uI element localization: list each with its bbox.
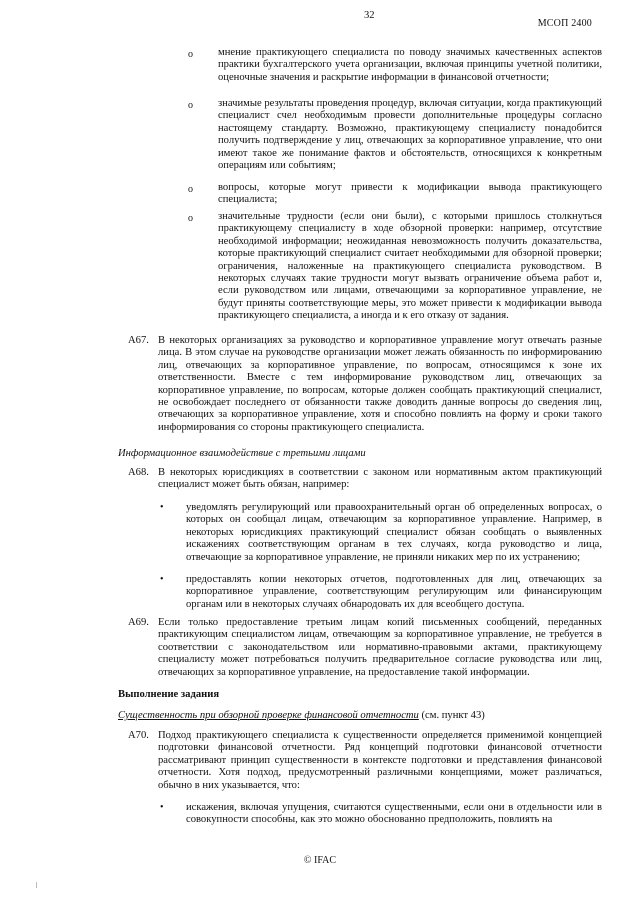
list-item: уведомлять регулирующий или правоохранительный орган об определенных вопросах, о которых он сообщал лицам, отвечающим за корпоративное управление. Например, в некоторых юрисдикциях практикующий специалист обязан сообщать о выявленных искажениях соответствующим органам в тех случаях, когда руководство и лица, отвечающие за корпоративное управление, не приняли никаких мер по их устранению;: [186, 502, 602, 563]
subsection-heading: [118, 710, 485, 722]
paragraph-label: A67.: [128, 335, 149, 346]
section-heading: Выполнение задания: [118, 689, 220, 700]
paragraph-a68: В некоторых юрисдикциях в соответствии с законом или нормативным актом практикующий специалист может быть обязан, например:: [158, 467, 602, 491]
bullet-marker: •: [160, 802, 164, 813]
paragraph-a70: Подход практикующего специалиста к существенности определяется применимой концепцией подготовки финансовой отчетности. Ряд концепций подготовки финансовой отчетности рассматривают принцип существенности в контексте подготовки и представления финансовой отчетности. Хотя подход, предусмотренный различными концепциями, может различаться, обычно в них указывается, что:: [158, 730, 602, 791]
bullet-marker: o: [188, 184, 193, 195]
list-item: значительные трудности (если они были), с которыми пришлось столкнуться практикующему специалисту в ходе обзорной проверки: например, отсутствие необходимой информации; неожиданная невозможность получить доказательства, которые практикующий специалист считает необходимыми для обзорной проверки; ограничения, наложенные на практикующего специалиста руководством. В некоторых случаях такие трудности могут вызвать ограничение объема работ и, если руководством или лицами, отвечающими за корпоративное управление, не будут приняты соответствующие меры, это может привести к модификации вывода практикующего специалиста, а иногда и к его отказу от задания.: [218, 211, 602, 322]
section-heading: Информационное взаимодействие с третьими лицами: [118, 448, 366, 459]
list-item: мнение практикующего специалиста по поводу значимых качественных аспектов практики бухгалтерского учета организации, включая принципы учетной политики, оценочные значения и раскрытие информации в финансовой отчетности;: [218, 47, 602, 83]
subsection-heading-ref: (см. пункт 43): [418, 710, 485, 721]
bullet-marker: •: [160, 502, 164, 513]
document-code: МСОП 2400: [537, 18, 592, 29]
subsection-heading-title: Существенность при обзорной проверке финансовой отчетности: [118, 710, 419, 721]
page-number: 32: [364, 10, 375, 21]
paragraph-a69: Если только предоставление третьим лицам копий письменных сообщений, переданных практикующим специалистом лицам, отвечающим за корпоративное управление, не требуется в соответствии с законодательством или нормативно-правовыми актами, практикующему специалисту может потребоваться получить предварительное согласие руководства или лиц, отвечающих за корпоративное управление, на предоставление такой информации.: [158, 617, 602, 678]
bullet-marker: o: [188, 49, 193, 60]
list-item: вопросы, которые могут привести к модификации вывода практикующего специалиста;: [218, 182, 602, 206]
paragraph-a67: В некоторых организациях за руководство и корпоративное управление могут отвечать разные лица. В этом случае на руководстве организации может лежать обязанность по информированию лиц, отвечающих за корпоративное управление, по вопросам, относящимся к зоне их ответственности. Вместе с тем информирование руководством лиц, отвечающих за корпоративное управление, по вопросам, которые должен сообщать практикующий специалист, не освобождает последнего от обязанности также доводить данные вопросы до сведения лиц, отвечающих за корпоративное управление, хотя и способно повлиять на форму и сроки такого информирования со стороны практикующего специалиста.: [158, 335, 602, 433]
bullet-marker: o: [188, 100, 193, 111]
paragraph-label: A70.: [128, 730, 149, 741]
scan-artifact: [36, 882, 37, 888]
list-item: значимые результаты проведения процедур, включая ситуации, когда практикующий специалист счел необходимым провести дополнительные процедуры согласно настоящему стандарту. Возможно, практикующему специалисту понадобится получить подтверждение у лиц, отвечающих за корпоративное управление, что они имеют такое же понимание фактов и обстоятельств, относящихся к конкретным операциям или событиям;: [218, 98, 602, 172]
paragraph-label: A68.: [128, 467, 149, 478]
footer-copyright: © IFAC: [303, 855, 337, 866]
paragraph-label: A69.: [128, 617, 149, 628]
list-item: искажения, включая упущения, считаются существенными, если они в отдельности или в совокупности способны, как это можно обоснованно предположить, повлиять на: [186, 802, 602, 826]
bullet-marker: •: [160, 574, 164, 585]
bullet-marker: o: [188, 213, 193, 224]
list-item: предоставлять копии некоторых отчетов, подготовленных для лиц, отвечающих за корпоративное управление, соответствующим регулирующим или финансирующим органам или в некоторых случаях обнародовать их для всеобщего доступа.: [186, 574, 602, 610]
